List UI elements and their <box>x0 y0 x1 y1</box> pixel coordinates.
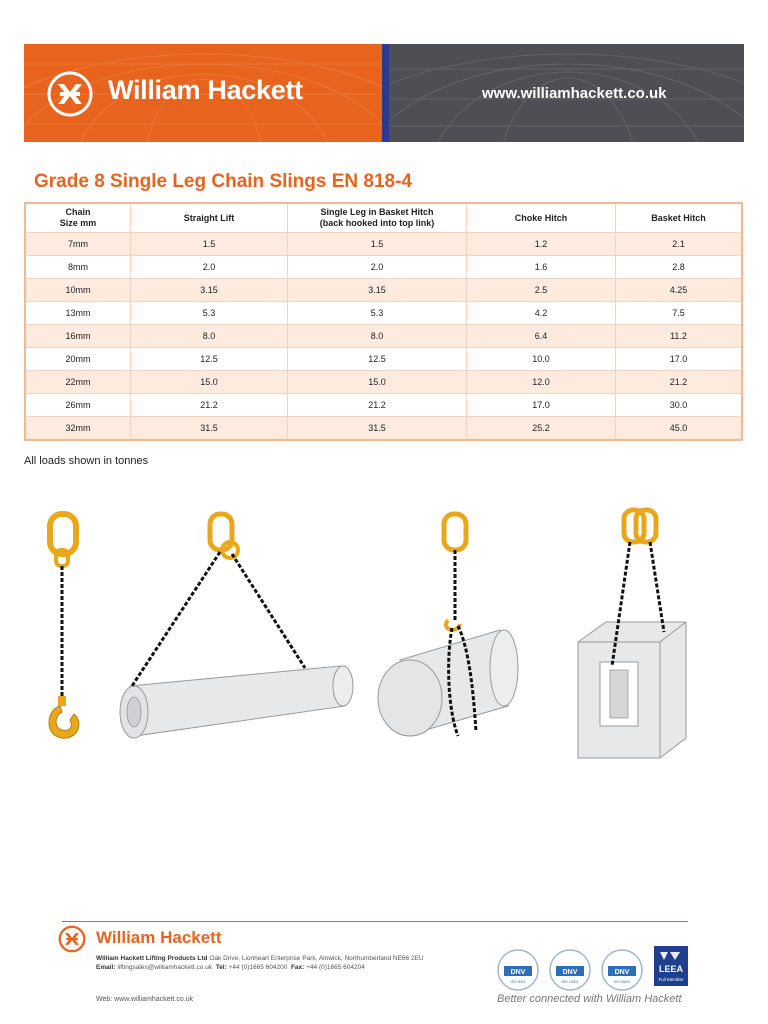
table-cell: 8mm <box>25 256 131 279</box>
col-header-choke-hitch <box>467 203 616 233</box>
table-row <box>25 394 742 417</box>
table-cell: 15.0 <box>288 371 467 394</box>
col-header-line: Straight Lift <box>183 212 235 223</box>
leea-membership-badge <box>654 946 688 986</box>
dnv-certification-badge <box>496 948 540 992</box>
footer-tel-label: Tel: <box>215 964 227 971</box>
footer-slogan: Better connected with William Hackett <box>497 993 682 1005</box>
header-brand-name: William Hackett <box>108 75 303 105</box>
table-row <box>25 302 742 325</box>
table-cell: 32mm <box>25 417 131 441</box>
table-cell: 2.5 <box>467 279 616 302</box>
table-cell: 10mm <box>25 279 131 302</box>
table-cell: 5.3 <box>288 302 467 325</box>
footer-email[interactable]: liftingsales@williamhackett.co.uk <box>117 964 213 971</box>
pipe-far-end <box>333 666 353 706</box>
chain-leg <box>132 552 220 686</box>
footer-fax-label: Fax: <box>290 964 305 971</box>
illustration-basket-hitch <box>578 510 686 758</box>
col-header-line: Size mm <box>59 218 97 228</box>
footer-company: William Hackett Lifting Products Ltd <box>96 955 208 962</box>
table-cell: 1.5 <box>131 233 288 256</box>
table-cell: 30.0 <box>616 394 743 417</box>
col-header-line: Basket Hitch <box>651 212 706 223</box>
table-cell: 10.0 <box>467 348 616 371</box>
table-cell: 13mm <box>25 302 131 325</box>
table-cell: 26mm <box>25 394 131 417</box>
footer-email-label: Email: <box>96 964 116 971</box>
sling-illustrations <box>0 500 768 770</box>
footer-logo-icon <box>58 925 86 953</box>
table-row <box>25 417 742 441</box>
footer-brand-name: William Hackett <box>96 928 222 947</box>
col-header-line: Choke Hitch <box>514 212 568 223</box>
table-cell: 20mm <box>25 348 131 371</box>
table-cell: 31.5 <box>131 417 288 441</box>
footer-fax: +44 (0)1665 604204 <box>306 964 365 971</box>
block-inner <box>610 670 628 718</box>
col-header-straight-lift <box>131 203 288 233</box>
table-cell: 7.5 <box>616 302 743 325</box>
table-cell: 11.2 <box>616 325 743 348</box>
header-brand-panel <box>24 44 388 142</box>
table-cell: 4.25 <box>616 279 743 302</box>
table-row <box>25 279 742 302</box>
drum-end <box>378 660 442 736</box>
table-cell: 3.15 <box>131 279 288 302</box>
header-website-url[interactable]: www.williamhackett.co.uk <box>482 85 667 102</box>
footer-web-label: Web: <box>96 996 113 1003</box>
table-cell: 12.5 <box>131 348 288 371</box>
col-header-single-leg-basket <box>288 203 467 233</box>
badge-code: ISO 45001 <box>613 980 631 984</box>
table-header-row <box>25 203 742 233</box>
table-cell: 12.5 <box>288 348 467 371</box>
header-banner <box>24 44 744 142</box>
table-cell: 2.8 <box>616 256 743 279</box>
table-row <box>25 325 742 348</box>
footer-web-line <box>96 996 193 1003</box>
table-row <box>25 348 742 371</box>
badge-code: ISO 9001 <box>510 980 526 984</box>
table-cell: 25.2 <box>467 417 616 441</box>
table-cell: 8.0 <box>288 325 467 348</box>
footer-address: Oak Drive, Lionheart Enterprise Park, Alnwick, Northumberland NE66 2EU <box>209 955 424 962</box>
illustration-straight-lift <box>49 514 79 738</box>
master-link-icon <box>210 514 232 550</box>
table-row <box>25 256 742 279</box>
table-cell: 16mm <box>25 325 131 348</box>
dnv-certification-badge <box>548 948 592 992</box>
illustration-choke-hitch <box>378 514 518 736</box>
table-cell: 4.2 <box>467 302 616 325</box>
table-cell: 2.0 <box>288 256 467 279</box>
col-header-line: Single Leg in Basket Hitch <box>320 207 434 217</box>
working-load-limit-table <box>24 202 743 441</box>
badge-label: DNV <box>614 969 630 976</box>
footer-rule <box>62 921 688 922</box>
col-header-line: (back hooked into top link) <box>319 218 435 228</box>
table-cell: 21.2 <box>616 371 743 394</box>
hook-icon <box>49 706 79 738</box>
footer-web-url[interactable]: www.williamhackett.co.uk <box>114 996 194 1003</box>
table-cell: 17.0 <box>467 394 616 417</box>
table-cell: 1.5 <box>288 233 467 256</box>
leea-sub-label: Full Member <box>658 977 684 982</box>
table-cell: 2.0 <box>131 256 288 279</box>
table-cell: 1.6 <box>467 256 616 279</box>
header-divider <box>382 44 389 142</box>
chain-leg <box>650 542 664 632</box>
col-header-chain-size <box>25 203 131 233</box>
footer-contact-line <box>96 964 365 971</box>
pipe-body <box>130 666 345 736</box>
illustration-basket-back-hooked <box>120 514 353 738</box>
footer-address-line <box>96 955 424 962</box>
table-cell: 17.0 <box>616 348 743 371</box>
hook-top-icon <box>58 696 66 706</box>
master-link-icon <box>444 514 466 550</box>
leea-label: LEEA <box>658 964 684 974</box>
col-header-basket-hitch <box>616 203 743 233</box>
table-cell: 6.4 <box>467 325 616 348</box>
loads-unit-note: All loads shown in tonnes <box>24 455 149 467</box>
badge-code: ISO 14001 <box>561 980 579 984</box>
table-cell: 5.3 <box>131 302 288 325</box>
table-cell: 21.2 <box>131 394 288 417</box>
table-cell: 22mm <box>25 371 131 394</box>
page-title: Grade 8 Single Leg Chain Slings EN 818-4 <box>34 171 412 192</box>
drum-far-end <box>490 630 518 706</box>
table-cell: 45.0 <box>616 417 743 441</box>
table-cell: 3.15 <box>288 279 467 302</box>
table-row <box>25 233 742 256</box>
table-cell: 15.0 <box>131 371 288 394</box>
chain-leg <box>232 554 305 668</box>
col-header-line: Chain <box>65 207 91 217</box>
badge-label: DNV <box>562 969 578 976</box>
table-cell: 8.0 <box>131 325 288 348</box>
dnv-certification-badge <box>600 948 644 992</box>
table-row <box>25 371 742 394</box>
table-cell: 31.5 <box>288 417 467 441</box>
table-cell: 12.0 <box>467 371 616 394</box>
pipe-bore <box>127 697 141 727</box>
footer-tel: +44 (0)1665 604200 <box>228 964 288 971</box>
header-url-panel <box>388 44 744 142</box>
table-cell: 21.2 <box>288 394 467 417</box>
table-cell: 1.2 <box>467 233 616 256</box>
badge-label: DNV <box>510 969 526 976</box>
table-cell: 7mm <box>25 233 131 256</box>
william-hackett-logo-icon <box>46 70 94 118</box>
table-cell: 2.1 <box>616 233 743 256</box>
